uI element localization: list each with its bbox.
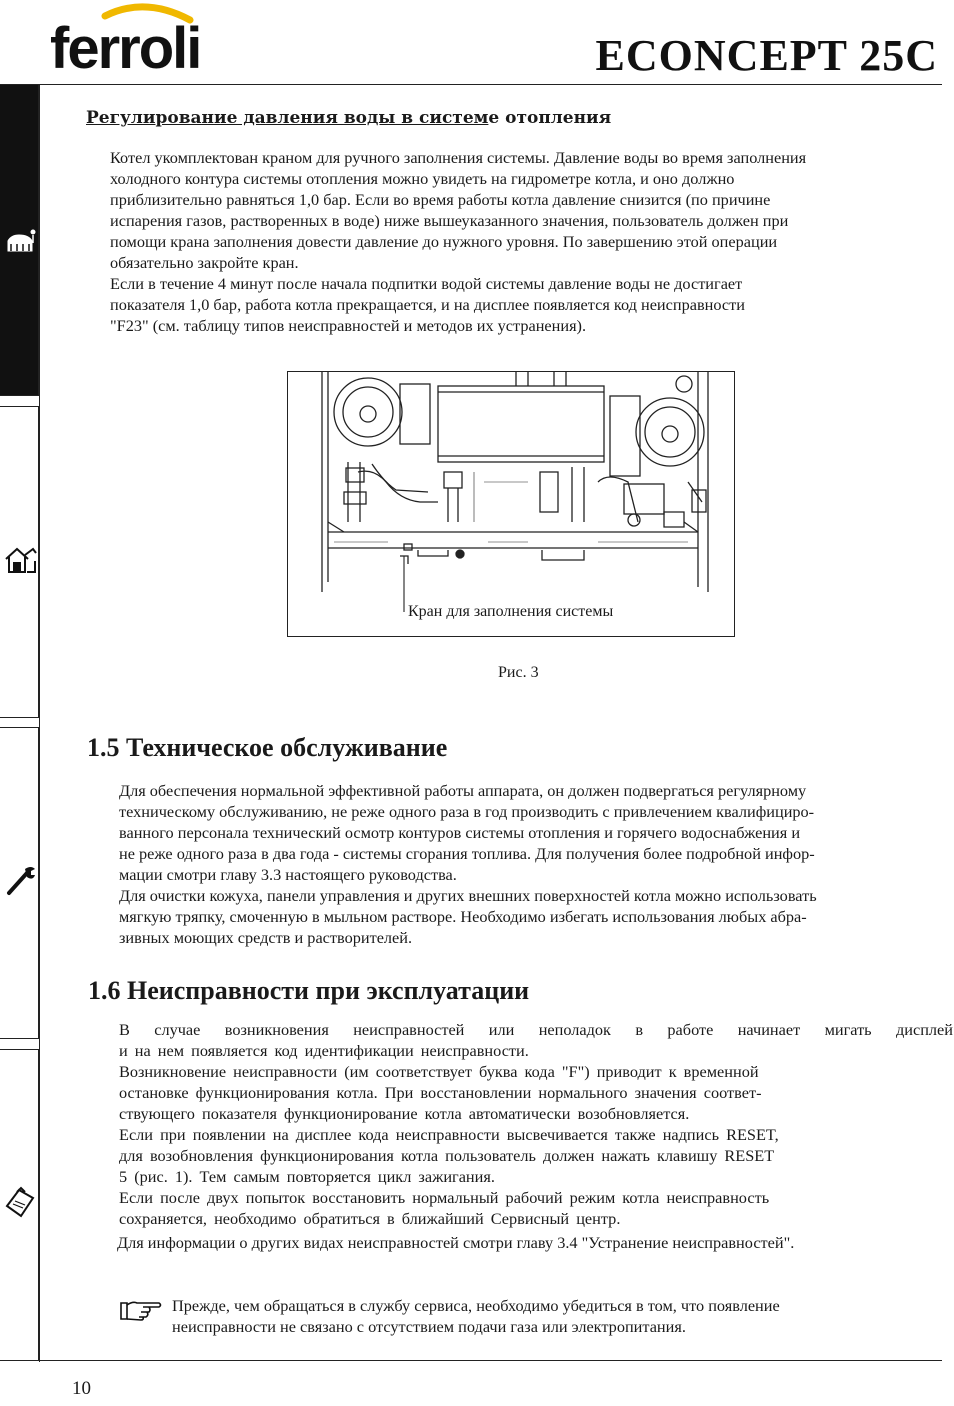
boiler-figure — [287, 371, 735, 637]
user-house-icon — [3, 225, 37, 259]
figure-caption: Рис. 3 — [498, 664, 539, 681]
tab-service[interactable] — [0, 727, 39, 1039]
header-rule — [40, 84, 942, 85]
faults-see-also: Для информации о других видах неисправностей смотри главу 3.4 "Устранение неисправностей". — [117, 1233, 795, 1252]
service-note: Прежде, чем обращаться в службу сервиса, необходимо убедиться в том, что появление неисправности не связано с отсутствием подачи газа или электропитания. — [172, 1296, 780, 1336]
page-number: 10 — [72, 1378, 91, 1399]
wrench-icon — [3, 863, 37, 897]
ferroli-logo — [50, 2, 220, 80]
pressure-paragraph: Котел укомплектован краном для ручного заполнения системы. Давление воды во время заполнения холодного контура системы отопления можно увидеть на гидрометре котла, и оно должно приблизительно равняться 1,0 бар. Если во время работы котла давление снизится (по причине испарения газов, растворенных в воде) ниже вышеуказанного значения, пользователь должен при помощи крана заполнения довести давление до нужного уровня. По завершению этой операции обязательно закройте кран. Если в течение 4 минут после начала подпитки водой системы давление воды не достигает показателя 1,0 бар, работа котла прекращается, и на дисплее появляется код неисправности "F23" (см. таблицу типов неисправностей и методов их устранения). — [110, 148, 807, 335]
maintenance-paragraph: Для обеспечения нормальной эффективной работы аппарата, он должен подвергаться регулярному техническому обслуживанию, не реже одного раза в год производить с привлечением квалифициро- ванного персонала технический осмотр контуров системы отопления и горячего водоснабжения и не реже одного раза в два года - системы сгорания топлива. Для получения более подробной инфор- мации смотри главу 3.3 настоящего руководства. Для очистки кожуха, панели управления и других внешних поверхностей котла можно использовать мягкую тряпку, смоченную в мыльном растворе. Необходимо избегать использования любых абра- зивных моющих средств и растворителей. — [119, 781, 817, 947]
subsection-title: Регулирование давления воды в системе отопления — [86, 108, 612, 128]
svg-text:ferroli: ferroli — [50, 16, 201, 80]
footer-rule — [40, 1360, 942, 1361]
tab-reference[interactable] — [0, 1049, 39, 1361]
tab-installer[interactable] — [0, 406, 39, 718]
model-title: ECONCEPT 25C — [595, 31, 938, 80]
installer-house-icon — [3, 543, 37, 577]
boiler-diagram — [288, 372, 734, 636]
heading-maintenance: 1.5 Техническое обслуживание — [87, 733, 448, 762]
faults-paragraph: В случае возникновения неисправностей или неполадок в работе начинает мигать дисплей и на нем появляется код идентификации неисправности. Возникновение неисправности (им соответствует буква кода "F") приводит к временной остановке функционирования котла. При восстановлении нормального значения соответ- ствующего показателя функционирование котла автоматически возобновляется. Если при появлении на дисплее кода неисправности высвечивается также надпись RESET, для возобновления функционирования котла пользователь должен нажать клавишу RESET 5 (рис. 1). Тем самым повторяется цикл зажигания. Если после двух попыток восстановить нормальный рабочий режим котла неисправность сохраняется, необходимо обратиться в ближайший Сервисный центр. — [119, 1020, 953, 1228]
heading-faults: 1.6 Неисправности при эксплуатации — [88, 976, 530, 1005]
clipboard-icon — [3, 1184, 37, 1218]
figure-label: Кран для заполнения системы — [408, 603, 614, 620]
sidebar-rule — [39, 84, 40, 1362]
pointing-hand-icon — [119, 1297, 163, 1323]
tab-user[interactable] — [0, 84, 39, 396]
